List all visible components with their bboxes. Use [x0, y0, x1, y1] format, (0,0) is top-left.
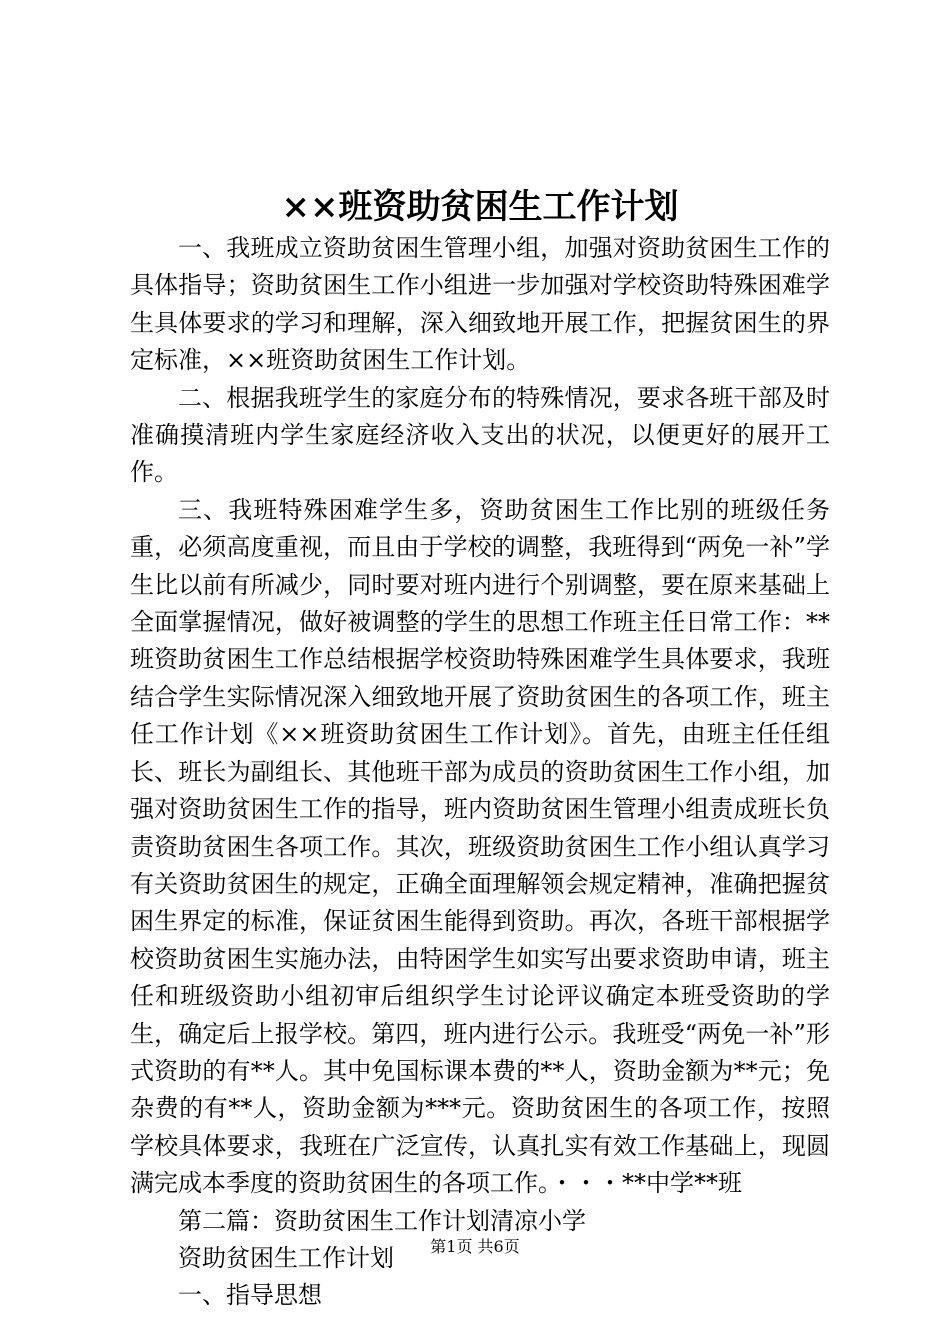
section-subtitle: 资助贫困生工作计划	[178, 1243, 394, 1272]
paragraph-1: 一、我班成立资助贫困生管理小组，加强对资助贫困生工作的具体指导；资助贫困生工作小组进一步加强对学校资助特殊困难学生具体要求的学习和理解，深入细致地开展工作，把握贫困生的界定标准，××班资助贫困生工作计划。	[130, 234, 830, 375]
document-title: ××班资助贫困生工作计划	[281, 187, 679, 227]
paragraph-2: 二、根据我班学生的家庭分布的特殊情况，要求各班干部及时准确摸清班内学生家庭经济收入支出的状况，以便更好的展开工作。	[130, 383, 830, 487]
section-heading-guiding-ideology: 一、指导思想	[178, 1281, 322, 1310]
document-body	[130, 230, 830, 1315]
paragraph-3: 三、我班特殊困难学生多，资助贫困生工作比别的班级任务重，必须高度重视，而且由于学校的调整，我班得到“两免一补”学生比以前有所减少，同时要对班内进行个别调整，要在原来基础上全面掌握情况，做好被调整的学生的思想工作班主任日常工作：**班资助贫困生工作总结根据学校资助特殊困难学生具体要求，我班结合学生实际情况深入细致地开展了资助贫困生的各项工作，班主任工作计划《××班资助贫困生工作计划》。首先，由班主任任组长、班长为副组长、其他班干部为成员的资助贫困生工作小组，加强对资助贫困生工作的指导，班内资助贫困生管理小组责成班长负责资助贫困生各项工作。其次，班级资助贫困生工作小组认真学习有关资助贫困生的规定，正确全面理解领会规定精神，准确把握贫困生界定的标准，保证贫困生能得到资助。再次，各班干部根据学校资助贫困生实施办法，由特困学生如实写出要求资助申请，班主任和班级资助小组初审后组织学生讨论评议确定本班受资助的学生，确定后上报学校。第四，班内进行公示。我班受“两免一补”形式资助的有**人。其中免国标课本费的**人，资助金额为**元；免杂费的有**人，资助金额为***元。资助贫困生的各项工作，按照学校具体要求，我班在广泛宣传，认真扎实有效工作基础上，现圆满完成本季度的资助贫困生的各项工作。・・・**中学**班	[130, 495, 830, 1198]
page-footer: 第1页 共6页	[430, 1237, 520, 1256]
section-heading-second-part: 第二篇：资助贫困生工作计划清凉小学	[178, 1206, 586, 1235]
